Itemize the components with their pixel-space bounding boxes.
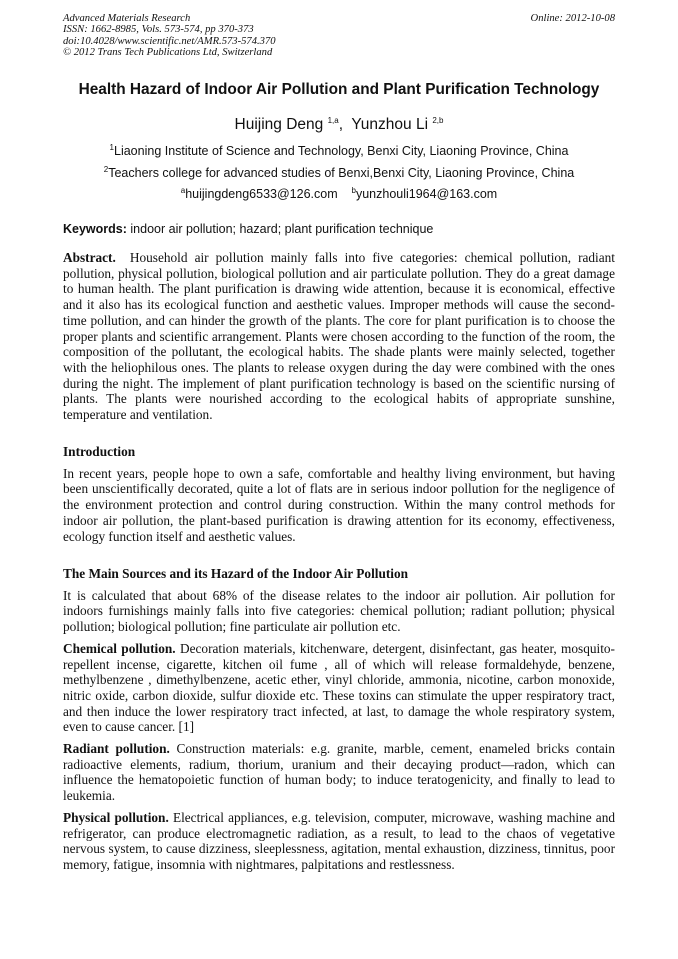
paragraph: In recent years, people hope to own a safe, comfortable and healthy living environment, but having been unscientifically decorated, quite a lot of flats are in serious indoor pollution for the negligence of the environment protection and control during construction. Within the many control methods for indoor air pollution, the plant-based purification is drawing attention for its economy, effectiveness, ecology function itself and aesthetic values. [63, 465, 615, 544]
para-text: Electrical appliances, e.g. television, computer, microwave, washing machine and refrigerator, can produce electromagnetic radiation, as a result, to lead to the chaos of vegetative nervous system, to cause dizziness, sleeplessness, agitation, mental exhaustion, dizziness, tinnitus, poor memory, fatigue, insomnia with nightmares, palpitations and restlessness. [63, 809, 615, 872]
paragraph: It is calculated that about 68% of the disease relates to the indoor air pollution. Air pollution for indoors furnishings mainly falls into five categories: chemical pollution; radiant pollution; physical pollution; biological pollution; fine particulate air pollution etc. [63, 587, 615, 635]
email-sup: a [180, 185, 186, 195]
aff-text: Liaoning Institute of Science and Technology, Benxi City, Liaoning Province, China [114, 144, 569, 158]
section-heading: Introduction [63, 444, 136, 459]
paragraph [63, 810, 615, 873]
journal-name: Advanced Materials Research [63, 13, 191, 24]
issn: ISSN: 1662-8985, Vols. 573-574, pp 370-373 [63, 24, 254, 36]
journal-header [63, 13, 276, 58]
keywords-label: Keywords: [63, 222, 127, 236]
author-sup: 2,b [432, 115, 444, 125]
email[interactable]: yunzhouli1964@163.com [355, 187, 498, 201]
emails [0, 187, 678, 201]
author-name: Yunzhou Li [351, 116, 429, 133]
author-name: Huijing Deng [234, 116, 324, 133]
keywords [63, 222, 433, 236]
email[interactable]: huijingdeng6533@126.com [185, 187, 338, 201]
aff-sup: 2 [103, 164, 109, 174]
copyright: © 2012 Trans Tech Publications Ltd, Switzerland [63, 46, 273, 58]
para-text: Decoration materials, kitchenware, detergent, disinfectant, gas heater, mosquito-repellent incense, cigarette, kitchen oil fume , all of which will release formaldehyde, benzene, methylbenzene , dimethylbenzene, acetic ether, vinyl chloride, ammonia, nicotine, carbon monoxide, nitric oxide, carbon dioxide, sulfur dioxide etc. These toxins can stimulate the upper respiratory tract, and then induce the lower respiratory tract infected, at last, to damage the whole respiratory system, even to cause cancer. [1] [63, 640, 615, 735]
aff-text: Teachers college for advanced studies of Benxi,Benxi City, Liaoning Province, China [108, 166, 575, 180]
paragraph [63, 741, 615, 804]
introduction-section [63, 444, 615, 544]
keywords-text: indoor air pollution; hazard; plant purification technique [130, 222, 434, 236]
para-label: Chemical pollution. [63, 640, 176, 656]
affiliation [0, 144, 678, 158]
paper-title: Health Hazard of Indoor Air Pollution and Plant Purification Technology [78, 81, 600, 98]
section-heading: The Main Sources and its Hazard of the Indoor Air Pollution [63, 566, 409, 581]
author-sup: 1,a [327, 115, 339, 125]
para-label: Physical pollution. [63, 809, 169, 825]
para-label: Radiant pollution. [63, 741, 170, 757]
aff-sup: 1 [109, 142, 114, 152]
doi: doi:10.4028/www.scientific.net/AMR.573-574.370 [63, 35, 276, 47]
sources-section [63, 566, 615, 873]
abstract [63, 250, 615, 423]
paragraph [63, 641, 615, 735]
abstract-text: Household air pollution mainly falls into five categories: chemical pollution, radiant pollution, physical pollution, biological pollution and air particulate pollution. They do a great damage to human health. The plant purification is drawing wide attention, because it is economical, effective and it also has its ecological function and aesthetic values. Improper methods will cause the second-time pollution, and can hinder the growth of the plants. The core for plant purification is to choose the proper plants and scientific arrangement. Plants were chosen according to the function of the room, the composition of the pollutant, the ecological habits. The shade plants were mainly selected, together with the heliophilous ones. The plants to release oxygen during the day were combined with the ones during the night. The implement of plant purification technology is based on the scientific nursing of plants. The plants were nourished according to the ecological habits of appropriate sunshine, temperature and ventilation. [63, 250, 616, 423]
para-text: Construction materials: e.g. granite, marble, cement, enameled bricks contain radioactive elements, radium, thorium, uranium and their decaying product—radon, which can influence the hematopoietic function of human body; to induce teratogenicity, and finally to lead to leukemia. [63, 741, 615, 804]
affiliation [0, 166, 678, 180]
email-sup: b [351, 185, 356, 195]
abstract-label: Abstract. [63, 250, 116, 265]
online-date: Online: 2012-10-08 [530, 13, 615, 24]
authors: Huijing Deng $^{1,a}$, Yunzhou Li $^{2,b}$ [234, 115, 444, 133]
